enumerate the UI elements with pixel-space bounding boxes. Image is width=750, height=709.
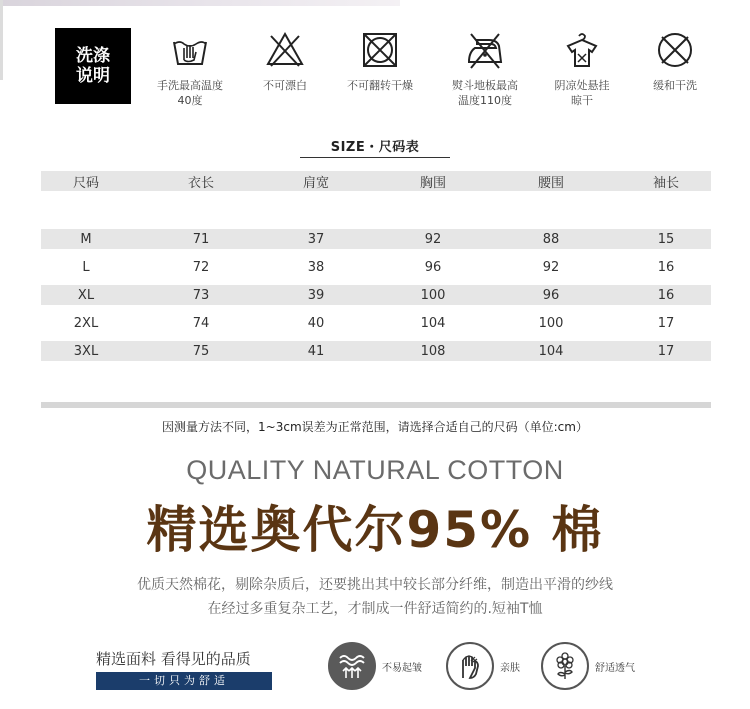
- cell-chest: 92: [424, 231, 442, 247]
- feature-breathable: [541, 642, 635, 690]
- material-description-line-2: 在经过多重复杂工艺，才制成一件舒适简约的.短袖T恤: [207, 601, 543, 617]
- table-row: [41, 229, 711, 249]
- care-item-hand-wash: [145, 30, 235, 108]
- feature-label: 不易起皱: [382, 662, 422, 674]
- hand-wash-icon: [170, 30, 210, 70]
- care-label-hang-dry: 阴凉处悬挂 晾干: [554, 79, 610, 107]
- cell-size: XL: [77, 287, 95, 303]
- table-row: [41, 257, 711, 277]
- iron-110-icon: [465, 30, 505, 70]
- cell-size: 3XL: [73, 343, 99, 359]
- breathable-icon: [541, 642, 589, 690]
- cell-sleeve: 17: [657, 315, 675, 331]
- care-item-no-bleach: [240, 30, 330, 93]
- size-note: 因测量方法不同，1~3cm误差为正常范围，请选择合适自己的尺码（单位:cm）: [162, 420, 588, 434]
- cell-sleeve: 16: [657, 287, 675, 303]
- hang-dry-shade-icon: [562, 30, 602, 70]
- header-waist: 腰围: [537, 175, 564, 191]
- size-table: [41, 171, 711, 361]
- skin-friendly-icon: [446, 642, 494, 690]
- care-item-iron: [440, 30, 530, 108]
- cell-sleeve: 15: [657, 231, 675, 247]
- header-length: 衣长: [187, 175, 214, 191]
- top-image-strip: [0, 0, 400, 6]
- cell-waist: 96: [542, 287, 560, 303]
- care-item-gentle-dry-clean: [630, 30, 720, 93]
- header-sleeve: 袖长: [652, 175, 679, 191]
- comfort-slogan-bar: 一切只为舒适: [96, 672, 272, 690]
- care-item-no-tumble-dry: [335, 30, 425, 93]
- table-row: [41, 341, 711, 361]
- feature-label: 亲肤: [500, 662, 520, 674]
- cell-sleeve: 16: [657, 259, 675, 275]
- cell-shoulder: 40: [307, 315, 325, 331]
- cell-shoulder: 41: [307, 343, 325, 359]
- cell-length: 72: [192, 259, 210, 275]
- care-label-hand-wash: 手洗最高温度 40度: [157, 79, 223, 107]
- cell-chest: 96: [424, 259, 442, 275]
- quality-slogan: 精选面料 看得见的品质: [96, 650, 251, 668]
- cell-length: 74: [192, 315, 210, 331]
- cell-waist: 100: [538, 315, 564, 331]
- cell-chest: 104: [420, 315, 446, 331]
- size-chart-title: SIZE・尺码表: [330, 140, 420, 155]
- table-bottom-divider: [41, 402, 711, 408]
- feature-label: 舒适透气: [595, 662, 635, 674]
- header-size: 尺码: [72, 175, 99, 191]
- cell-shoulder: 39: [307, 287, 325, 303]
- header-shoulder: 肩宽: [302, 175, 329, 191]
- cell-length: 75: [192, 343, 210, 359]
- header-chest: 胸围: [419, 175, 446, 191]
- cell-size: 2XL: [73, 315, 99, 331]
- material-description-line-1: 优质天然棉花，剔除杂质后，还要挑出其中较长部分纤维，制造出平滑的纱线: [137, 577, 613, 593]
- table-header-row: [41, 171, 711, 191]
- table-row: [41, 313, 711, 333]
- no-bleach-icon: [265, 30, 305, 70]
- cell-waist: 92: [542, 259, 560, 275]
- care-item-hang-dry: [537, 30, 627, 108]
- care-label-gentle-dry-clean: 缓和干洗: [653, 79, 697, 92]
- wrinkle-resistant-icon: [328, 642, 376, 690]
- care-label-no-tumble-dry: 不可翻转干燥: [347, 79, 413, 92]
- material-subtitle: QUALITY NATURAL COTTON: [186, 455, 564, 485]
- top-image-edge: [0, 0, 3, 80]
- cell-waist: 104: [538, 343, 564, 359]
- material-title: 精选奥代尔95% 棉: [146, 501, 604, 559]
- care-label-no-bleach: 不可漂白: [263, 79, 307, 92]
- cell-waist: 88: [542, 231, 560, 247]
- cell-chest: 100: [420, 287, 446, 303]
- no-tumble-dry-icon: [360, 30, 400, 70]
- cell-length: 73: [192, 287, 210, 303]
- care-label-iron: 熨斗地板最高 温度110度: [452, 79, 518, 107]
- feature-wrinkle-resistant: [328, 642, 422, 690]
- table-row: [41, 285, 711, 305]
- care-instructions-badge: [55, 28, 131, 104]
- cell-size: L: [82, 259, 90, 275]
- cell-chest: 108: [420, 343, 446, 359]
- cell-sleeve: 17: [657, 343, 675, 359]
- cell-shoulder: 38: [307, 259, 325, 275]
- table-spacer-row: [41, 191, 711, 229]
- feature-skin-friendly: [446, 642, 520, 690]
- size-chart-title-underline: [300, 157, 450, 158]
- care-badge-label: 洗涤 说明: [76, 46, 110, 86]
- cell-length: 71: [192, 231, 210, 247]
- cell-size: M: [80, 231, 92, 247]
- gentle-dry-clean-icon: [655, 30, 695, 70]
- cell-shoulder: 37: [307, 231, 325, 247]
